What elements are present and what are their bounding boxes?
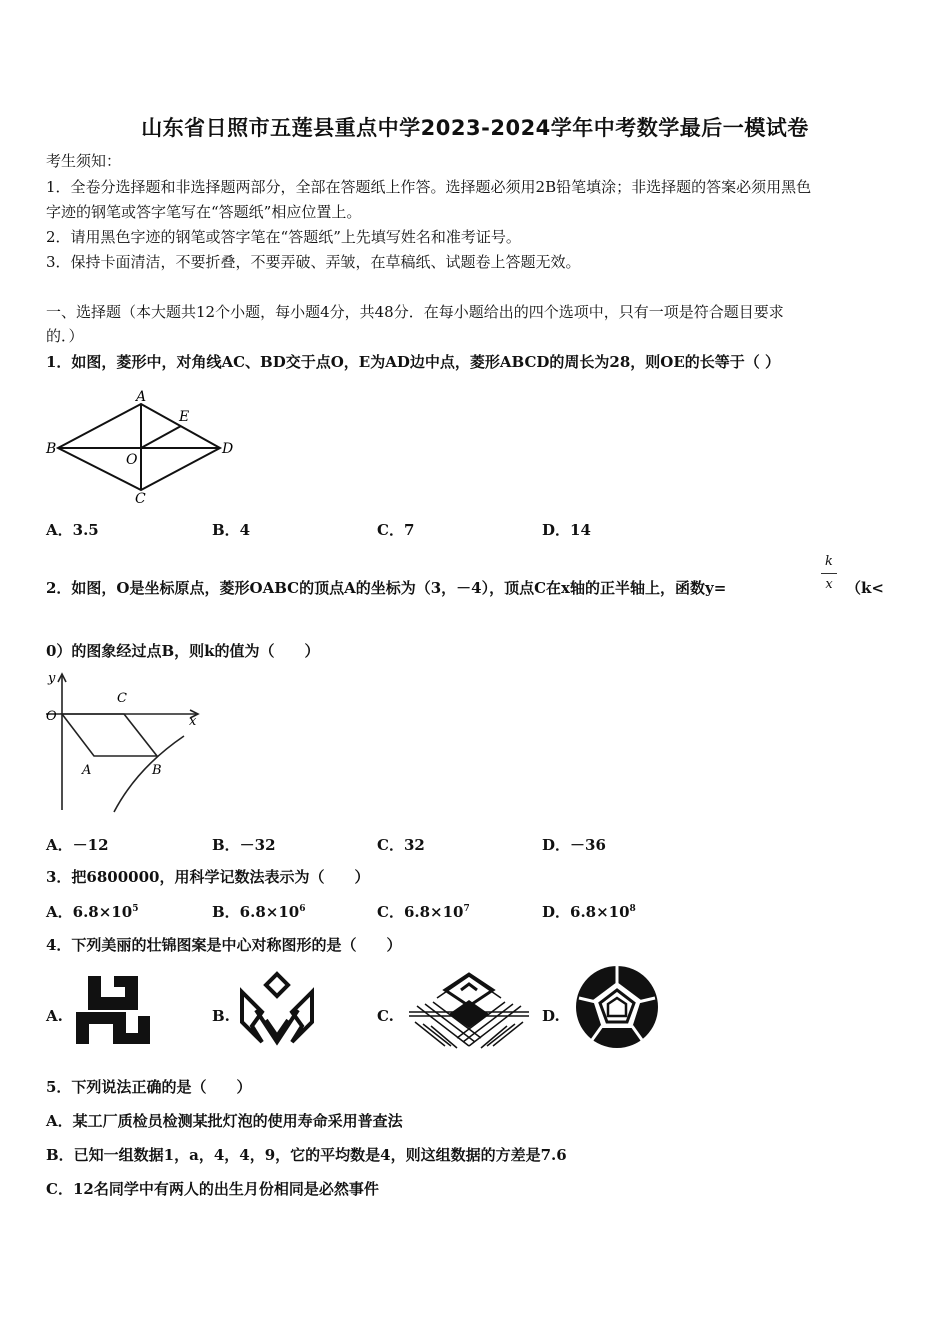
question-2-cont: 0）的图象经过点B，则k的值为（ ）	[46, 642, 320, 660]
label-b: B	[152, 763, 162, 778]
pattern-a-icon	[74, 972, 154, 1048]
segment-oe	[141, 426, 181, 448]
q2-text-a: 2．如图，O是坐标原点，菱形OABC的顶点A的坐标为（3，－4），顶点C在x轴的正半轴上，函数y=	[46, 579, 727, 597]
q4-option-d-label: D.	[542, 1007, 560, 1025]
q2-fraction-denominator: x	[825, 577, 833, 592]
q4-option-c-label: C.	[377, 1007, 394, 1025]
q2-option-a: A．－12	[46, 836, 109, 854]
label-c: C	[117, 691, 127, 706]
q5-option-a: A．某工厂质检员检测某批灯泡的使用寿命采用普查法	[46, 1112, 403, 1130]
label-c: C	[135, 491, 146, 506]
label-e: E	[179, 409, 190, 425]
question-3: 3．把6800000，用科学记数法表示为（ ）	[46, 868, 370, 886]
notice-item-2: 2．请用黑色字迹的钢笔或答字笔在“答题纸”上先填写姓名和准考证号。	[46, 228, 521, 246]
label-a: A	[82, 763, 92, 778]
q2-option-d: D．－36	[542, 836, 606, 854]
page-title: 山东省日照市五莲县重点中学2023-2024学年中考数学最后一模试卷	[141, 116, 809, 140]
notice-item-3: 3．保持卡面清洁，不要折叠，不要弄破、弄皱，在草稿纸、试题卷上答题无效。	[46, 253, 581, 271]
question-2	[46, 577, 726, 599]
label-x: x	[189, 714, 197, 729]
section-heading: 一、选择题（本大题共12个小题，每小题4分，共48分．在每小题给出的四个选项中，只有一项是符合题目要求	[46, 303, 784, 321]
question-1: 1．如图，菱形中，对角线AC、BD交于点O，E为AD边中点，菱形ABCD的周长为28，则OE的长等于（ ）	[46, 353, 780, 371]
q1-option-d: D．14	[542, 521, 591, 539]
label-d: D	[222, 441, 234, 457]
question-5: 5．下列说法正确的是（ ）	[46, 1078, 252, 1096]
hyperbola-curve	[114, 736, 184, 812]
q3-option-d: D．$6.8\times 10^8$	[542, 903, 636, 921]
q2-option-b: B．－32	[212, 836, 276, 854]
notice-item-1: 1．全卷分选择题和非选择题两部分，全部在答题纸上作答。选择题必须用2B铅笔填涂；非选择题的答案必须用黑色	[46, 178, 812, 196]
q3-option-c: C．$6.8\times 10^7$	[377, 903, 470, 921]
label-a: A	[136, 389, 147, 405]
q4-option-b-label: B.	[212, 1007, 230, 1025]
notice-item-1-cont: 字迹的钢笔或答字笔写在“答题纸”相应位置上。	[46, 203, 362, 221]
label-y: y	[48, 671, 56, 686]
coordinate-figure	[42, 670, 207, 820]
q5-option-c: C．12名同学中有两人的出生月份相同是必然事件	[46, 1180, 379, 1198]
q1-option-c: C．7	[377, 521, 415, 539]
question-4: 4．下列美丽的壮锦图案是中心对称图形的是（ ）	[46, 936, 402, 954]
rhombus-figure	[40, 386, 240, 506]
fraction-bar	[821, 573, 837, 574]
pattern-c-icon	[405, 966, 533, 1056]
q2-text-b: （k<	[846, 579, 884, 597]
label-o: O	[126, 452, 138, 468]
q2-fraction-numerator: k	[825, 554, 833, 569]
q1-option-b: B．4	[212, 521, 251, 539]
q4-option-a-label: A.	[46, 1007, 63, 1025]
pattern-d-icon	[574, 964, 660, 1050]
notice-heading: 考生须知：	[46, 152, 122, 170]
q1-option-a: A．3.5	[46, 521, 99, 539]
q5-option-b: B．已知一组数据1，a，4，4，9，它的平均数是4，则这组数据的方差是7.6	[46, 1146, 567, 1164]
pattern-b-icon	[236, 970, 318, 1052]
label-o: O	[46, 709, 57, 724]
q3-option-b: B．$6.8\times 10^6$	[212, 903, 306, 921]
q2-option-c: C．32	[377, 836, 425, 854]
q3-option-a: A．$6.8\times 10^5$	[46, 903, 139, 921]
section-heading-cont: 的．）	[46, 327, 84, 345]
label-b: B	[46, 441, 57, 457]
rhombus-oabc	[62, 714, 157, 756]
